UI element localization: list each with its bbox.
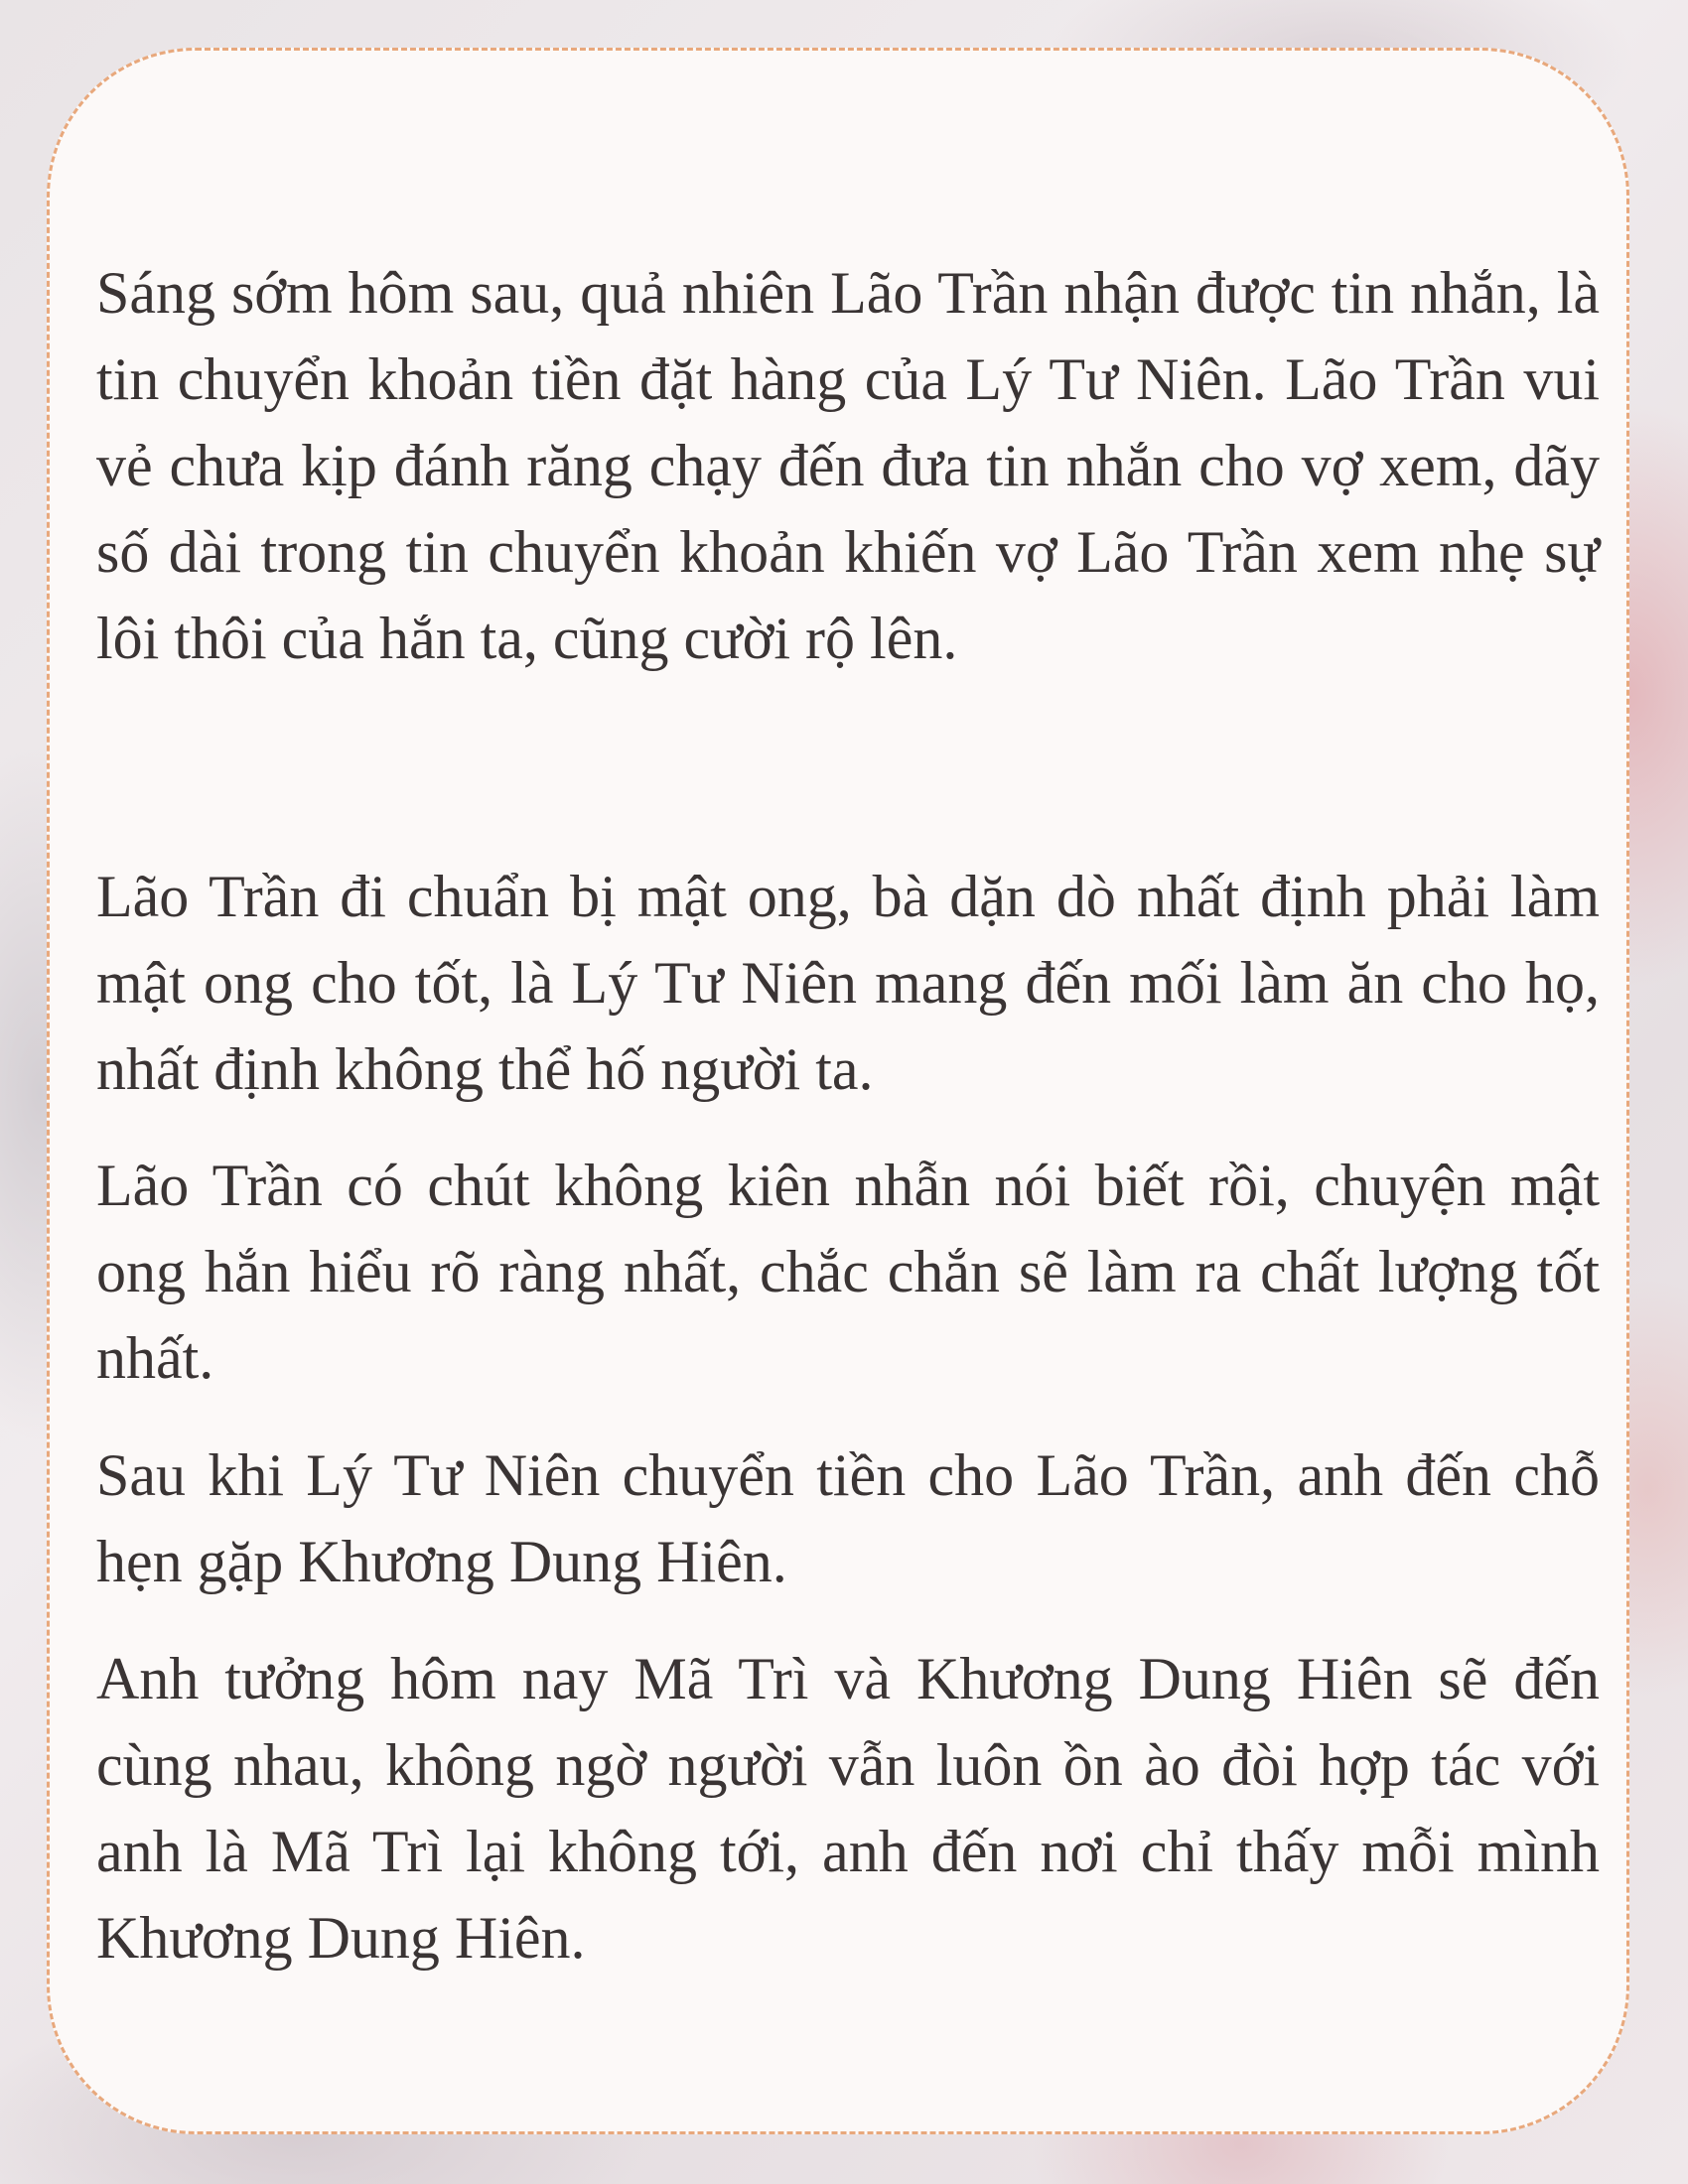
paragraph-2: Lão Trần đi chuẩn bị mật ong, bà dặn dò nhất định phải làm mật ong cho tốt, là Lý Tư Niên mang đến mối làm ăn cho họ, nhất định không thể hố người ta.: [96, 864, 1600, 1102]
story-content: [96, 250, 1600, 1981]
paragraph-4: Sau khi Lý Tư Niên chuyển tiền cho Lão Trần, anh đến chỗ hẹn gặp Khương Dung Hiên.: [96, 1442, 1600, 1594]
paragraph-1: Sáng sớm hôm sau, quả nhiên Lão Trần nhận được tin nhắn, là tin chuyển khoản tiền đặt hàng của Lý Tư Niên. Lão Trần vui vẻ chưa kịp đánh răng chạy đến đưa tin nhắn cho vợ xem, dãy số dài trong tin chuyển khoản khiến vợ Lão Trần xem nhẹ sự lôi thôi của hắn ta, cũng cười rộ lên.: [96, 260, 1600, 671]
paragraph-3: Lão Trần có chút không kiên nhẫn nói biết rồi, chuyện mật ong hắn hiểu rõ ràng nhất, chắc chắn sẽ làm ra chất lượng tốt nhất.: [96, 1153, 1600, 1391]
paragraph-5: Anh tưởng hôm nay Mã Trì và Khương Dung Hiên sẽ đến cùng nhau, không ngờ người vẫn luôn ồn ào đòi hợp tác với anh là Mã Trì lại không tới, anh đến nơi chỉ thấy mỗi mình Khương Dung Hiên.: [96, 1646, 1600, 1971]
